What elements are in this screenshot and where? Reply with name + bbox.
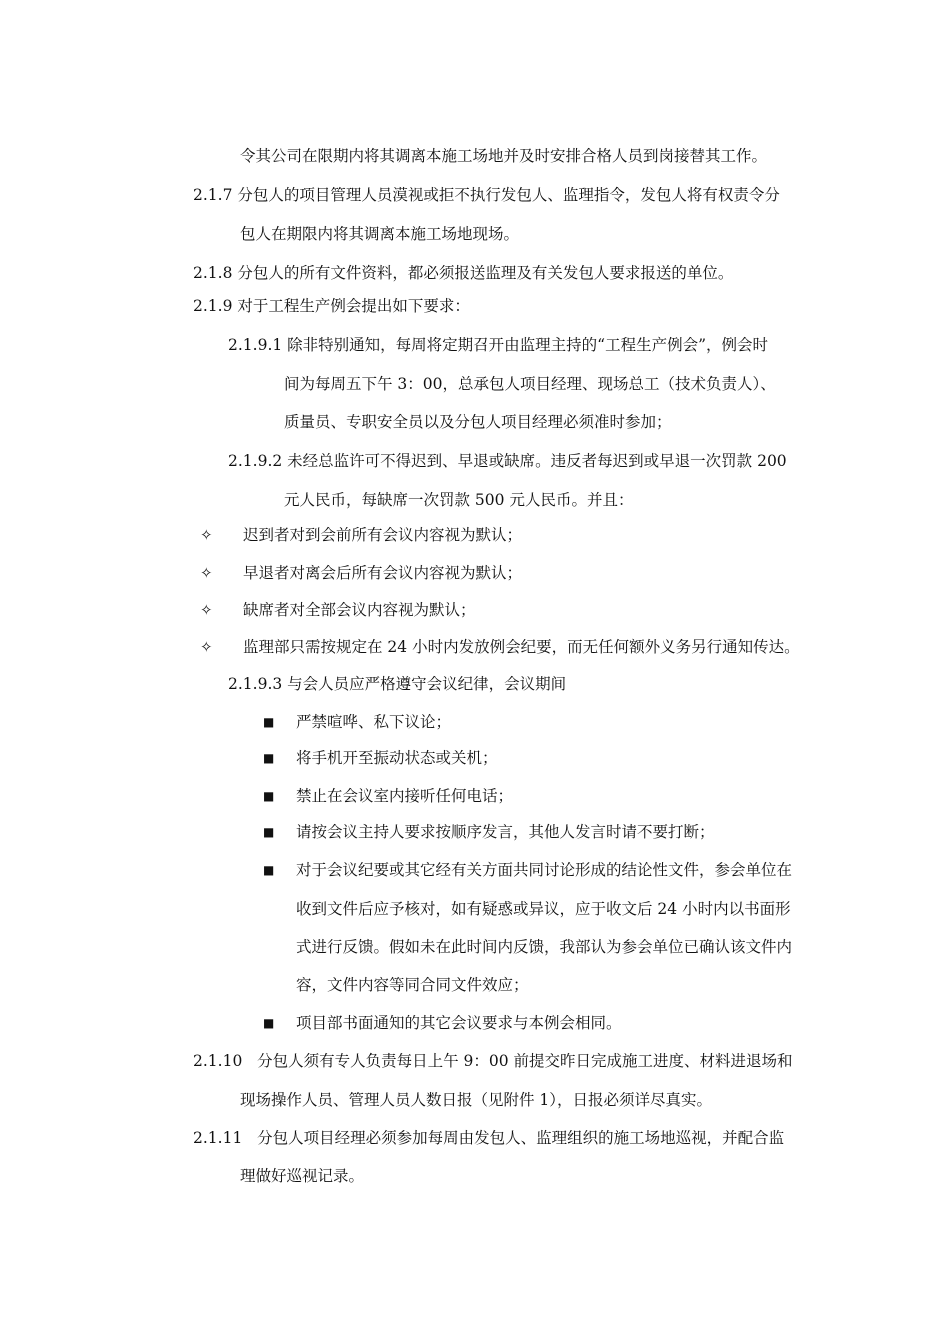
- square-bullet-icon: ■: [263, 1016, 275, 1030]
- clause-2-1-10-line-1: 2.1.10 分包人须有专人负责每日上午 9：00 前提交昨日完成施工进度、材料进退场和: [193, 1052, 793, 1070]
- square-list-item: 严禁喧哗、私下议论；: [296, 713, 452, 731]
- clause-2-1-7-line-2: 包人在期限内将其调离本施工场地现场。: [240, 225, 520, 243]
- square-bullet-icon: ■: [263, 825, 275, 839]
- square-bullet-icon: ■: [263, 863, 275, 877]
- diamond-bullet-icon: ✧: [200, 638, 213, 656]
- clause-2-1-8: 2.1.8 分包人的所有文件资料，都必须报送监理及有关发包人要求报送的单位。: [193, 264, 734, 282]
- square-list-item-5-line-4: 容，文件内容等同合同文件效应；: [296, 976, 529, 994]
- diamond-bullet-icon: ✧: [200, 526, 213, 544]
- clause-2-1-9: 2.1.9 对于工程生产例会提出如下要求：: [193, 297, 470, 315]
- clause-2-1-7-line-1: 2.1.7 分包人的项目管理人员漠视或拒不执行发包人、监理指令，发包人将有权责令分: [193, 186, 780, 204]
- continued-paragraph-line: 令其公司在限期内将其调离本施工场地并及时安排合格人员到岗接替其工作。: [240, 147, 768, 165]
- square-list-item: 禁止在会议室内接听任何电话；: [296, 787, 514, 805]
- square-bullet-icon: ■: [263, 715, 275, 729]
- clause-2-1-9-1-line-3: 质量员、专职安全员以及分包人项目经理必须准时参加；: [284, 413, 672, 431]
- square-list-item-5-line-1: 对于会议纪要或其它经有关方面共同讨论形成的结论性文件，参会单位在: [296, 861, 793, 879]
- square-list-item-5-line-3: 式进行反馈。假如未在此时间内反馈，我部认为参会单位已确认该文件内: [296, 938, 793, 956]
- clause-2-1-11-line-1: 2.1.11 分包人项目经理必须参加每周由发包人、监理组织的施工场地巡视，并配合监: [193, 1129, 785, 1147]
- clause-2-1-10-line-2: 现场操作人员、管理人员人数日报（见附件 1），日报必须详尽真实。: [240, 1091, 713, 1109]
- diamond-bullet-icon: ✧: [200, 601, 213, 619]
- clause-2-1-9-3: 2.1.9.3 与会人员应严格遵守会议纪律，会议期间: [228, 675, 567, 693]
- clause-2-1-11-line-2: 理做好巡视记录。: [240, 1167, 365, 1185]
- clause-2-1-9-1-line-1: 2.1.9.1 除非特别通知，每周将定期召开由监理主持的“工程生产例会”，例会时: [228, 336, 769, 354]
- diamond-bullet-icon: ✧: [200, 564, 213, 582]
- square-list-item-5-line-2: 收到文件后应予核对，如有疑惑或异议，应于收文后 24 小时内以书面形: [296, 900, 791, 918]
- clause-2-1-9-2-line-2: 元人民币，每缺席一次罚款 500 元人民币。并且：: [284, 491, 634, 509]
- clause-2-1-9-1-line-2: 间为每周五下午 3：00，总承包人项目经理、现场总工（技术负责人）、: [284, 375, 776, 393]
- square-list-item: 请按会议主持人要求按顺序发言，其他人发言时请不要打断；: [296, 823, 715, 841]
- diamond-list-item: 早退者对离会后所有会议内容视为默认；: [243, 564, 523, 582]
- diamond-list-item: 监理部只需按规定在 24 小时内发放例会纪要，而无任何额外义务另行通知传达。: [243, 638, 800, 656]
- clause-2-1-9-2-line-1: 2.1.9.2 未经总监许可不得迟到、早退或缺席。违反者每迟到或早退一次罚款 200: [228, 452, 787, 470]
- square-bullet-icon: ■: [263, 789, 275, 803]
- diamond-list-item: 迟到者对到会前所有会议内容视为默认；: [243, 526, 523, 544]
- diamond-list-item: 缺席者对全部会议内容视为默认；: [243, 601, 476, 619]
- square-list-item: 项目部书面通知的其它会议要求与本例会相同。: [296, 1014, 622, 1032]
- square-list-item: 将手机开至振动状态或关机；: [296, 749, 498, 767]
- square-bullet-icon: ■: [263, 751, 275, 765]
